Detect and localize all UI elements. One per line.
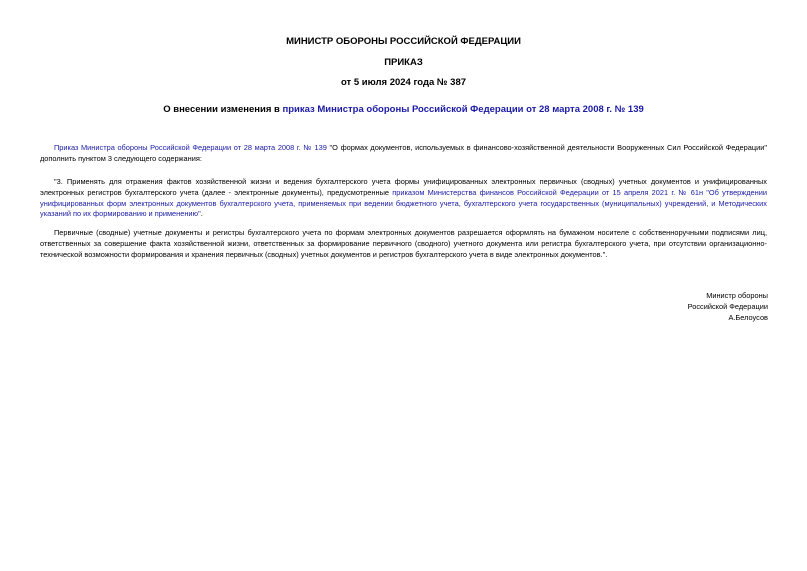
paragraph-1-text: "О формах документов, используемых в финансово-хозяйственной деятельности Вооруженных Сил Российской Федерации" дополнить пунктом 3 следующего содержания: (40, 143, 768, 163)
document-type-heading: ПРИКАЗ (384, 57, 423, 68)
title-prefix: О внесении изменения в (163, 104, 283, 115)
paragraph-2-text: "3. Применять для отражения фактов хозяйственной жизни и ведения бухгалтерского учета формы унифицированных электронных первичных (сводных) учетных документов и унифицированных электронных регистров бухгалтерского учета (далее - электронные документы), предусмотренные (40, 177, 767, 197)
paragraph-3 (40, 228, 767, 260)
ministry-heading: МИНИСТР ОБОРОНЫ РОССИЙСКОЙ ФЕДЕРАЦИИ (286, 36, 521, 47)
signature-block (688, 290, 768, 323)
paragraph-1 (40, 143, 767, 165)
paragraph-3-text: Первичные (сводные) учетные документы и регистры бухгалтерского учета по формам электронных документов разрешается оформлять на бумажном носителе с собственноручными подписями лиц, ответственных за совершение факта хозяйственной жизни, ответственных за формирование первичного (сводного) учетного документа или регистра бухгалтерского учета, при отсутствии организационно-технической возможности формирования и хранения первичных (сводных) учетных документов и регистров бухгалтерского учета в виде электронных документов.". (40, 228, 767, 259)
paragraph-1-order-link[interactable]: Приказ Министра обороны Российской Федерации от 28 марта 2008 г. № 139 (54, 143, 327, 152)
paragraph-2-end: . (200, 209, 203, 219)
signature-position-line-2: Российской Федерации (687, 302, 768, 311)
signature-name: А.Белоусов (728, 313, 768, 322)
signature-position-line-1: Министр обороны (706, 291, 768, 300)
document-title (0, 104, 807, 116)
title-order-link[interactable]: приказ Министра обороны Российской Федерации от 28 марта 2008 г. № 139 (282, 104, 644, 115)
paragraph-2 (40, 177, 767, 220)
paragraph-2-minfin-order-link[interactable]: приказом Министерства финансов Российской Федерации от 15 апреля 2021 г. № 61н "Об утверждении унифицированных форм электронных документов бухгалтерского учета, применяемых при ведении бюджетного учета, бухгалтерского учета государственных (муниципальных) учреждений, и Методических указаний по их формированию и применению" (40, 187, 768, 219)
document-date-heading: от 5 июля 2024 года № 387 (340, 77, 467, 88)
